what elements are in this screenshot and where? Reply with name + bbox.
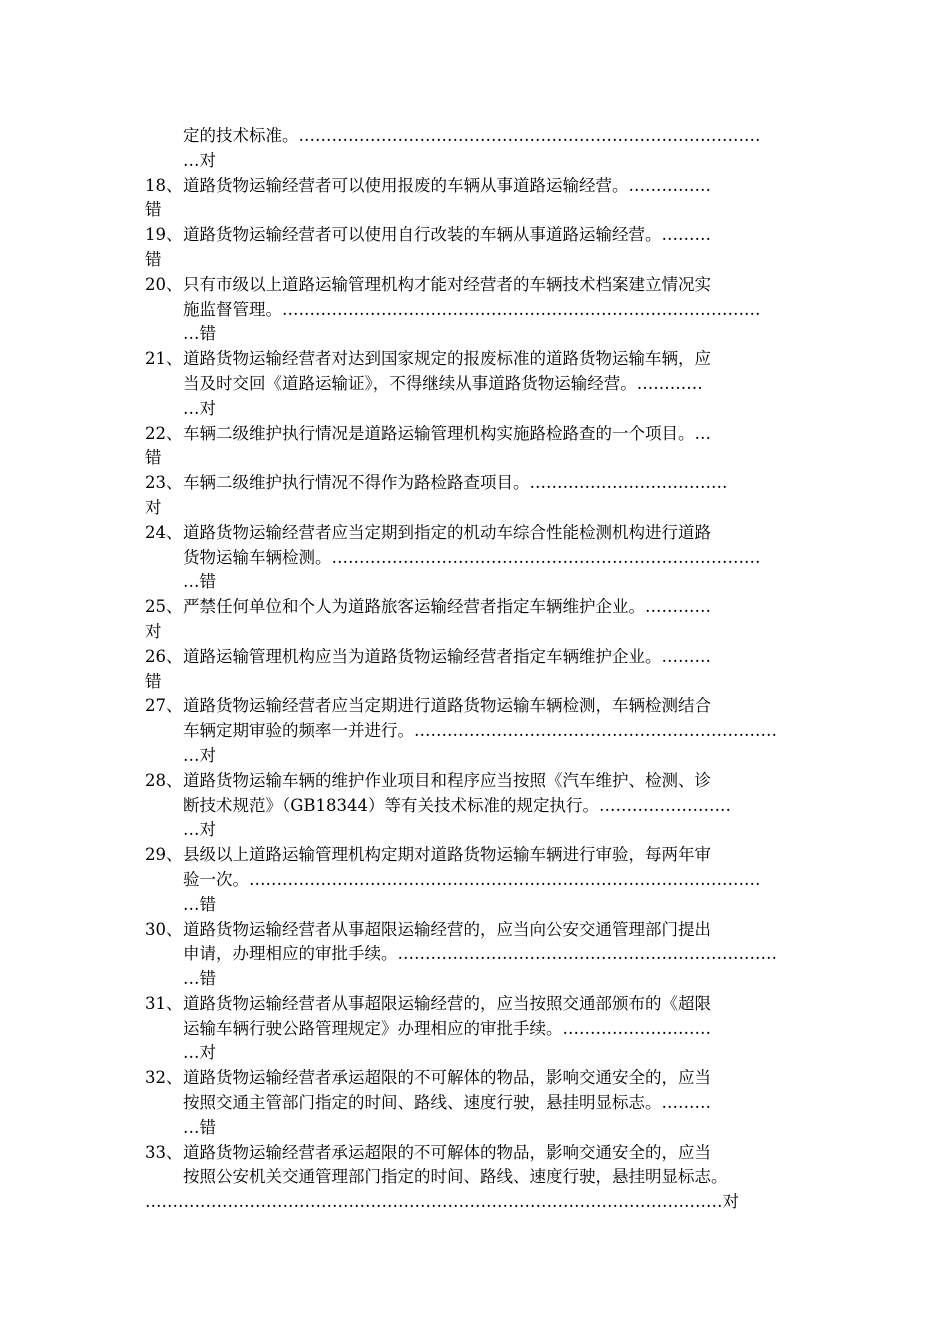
text-line: [0, 347, 950, 372]
question-text: 错: [145, 448, 162, 468]
text-line: [0, 298, 950, 323]
text-line: [0, 570, 950, 595]
text-line: [0, 1066, 950, 1091]
question-text: 道路货物运输经营者应当定期到指定的机动车综合性能检测机构进行道路: [183, 522, 711, 542]
question-text: 定的技术标准。…………………………………………………………………………: [183, 126, 761, 145]
text-line: [0, 1041, 950, 1066]
question-text: …错: [183, 324, 216, 344]
text-line: [0, 273, 950, 298]
question-text: 对: [145, 497, 162, 517]
question-text: 道路货物运输经营者承运超限的不可解体的物品，影响交通安全的，应当: [183, 1142, 711, 1162]
text-line: [0, 248, 950, 273]
text-line: [0, 422, 950, 447]
question-text: …对: [183, 745, 216, 765]
text-line: [0, 694, 950, 719]
text-line: [0, 1190, 950, 1215]
question-text: 严禁任何单位和个人为道路旅客运输经营者指定车辆维护企业。…………: [183, 597, 711, 617]
text-line: [0, 496, 950, 521]
question-number: 32、: [145, 1068, 183, 1088]
question-text: …对: [183, 398, 216, 418]
text-line: [0, 124, 950, 149]
text-line: [0, 868, 950, 893]
text-line: [0, 372, 950, 397]
text-line: [0, 546, 950, 571]
text-line: [0, 620, 950, 645]
text-line: [0, 198, 950, 223]
text-line: [0, 942, 950, 967]
question-number: 25、: [145, 597, 183, 617]
question-number: 20、: [145, 274, 183, 294]
question-text: …对: [183, 1043, 216, 1063]
question-number: 23、: [145, 473, 183, 493]
text-line: [0, 818, 950, 843]
question-text: 断技术规范》（GB18344）等有关技术标准的规定执行。……………………: [183, 795, 732, 815]
question-text: 错: [145, 249, 162, 269]
question-number: 22、: [145, 423, 183, 443]
text-line: [0, 397, 950, 422]
text-line: [0, 223, 950, 248]
question-text: 车辆二级维护执行情况不得作为路检路查项目。………………………………: [183, 473, 728, 493]
document-page: [0, 124, 950, 1215]
text-line: [0, 322, 950, 347]
question-text: 道路货物运输经营者承运超限的不可解体的物品，影响交通安全的，应当: [183, 1068, 711, 1088]
question-text: 货物运输车辆检测。……………………………………………………………………: [183, 547, 761, 567]
text-line: [0, 595, 950, 620]
text-line: [0, 1017, 950, 1042]
text-line: [0, 893, 950, 918]
question-number: 31、: [145, 993, 183, 1013]
text-line: [0, 967, 950, 992]
text-line: [0, 1116, 950, 1141]
question-text: 运输车辆行驶公路管理规定》办理相应的审批手续。………………………: [183, 1018, 711, 1038]
question-text: 按照公安机关交通管理部门指定的时间、路线、速度行驶，悬挂明显标志。: [183, 1167, 728, 1187]
question-text: 申请，办理相应的审批手续。……………………………………………………………: [183, 944, 777, 964]
text-line: [0, 1141, 950, 1166]
question-number: 19、: [145, 225, 183, 245]
question-text: 车辆二级维护执行情况是道路运输管理机构实施路检路查的一个项目。…: [183, 423, 711, 443]
text-line: [0, 446, 950, 471]
question-number: 29、: [145, 845, 183, 865]
text-line: [0, 744, 950, 769]
question-number: 28、: [145, 770, 183, 790]
question-text: …错: [183, 969, 216, 989]
question-text: 验一次。…………………………………………………………………………………: [183, 869, 761, 889]
question-number: 24、: [145, 522, 183, 542]
question-number: 26、: [145, 646, 183, 666]
question-number: 30、: [145, 919, 183, 939]
question-text: 施监督管理。……………………………………………………………………………: [183, 299, 761, 319]
text-line: [0, 843, 950, 868]
question-text: 错: [145, 671, 162, 691]
text-line: [0, 670, 950, 695]
question-text: 对: [145, 621, 162, 641]
question-text: 道路货物运输经营者从事超限运输经营的，应当按照交通部颁布的《超限: [183, 993, 711, 1013]
question-text: …错: [183, 572, 216, 592]
text-line: [0, 521, 950, 546]
text-line: [0, 719, 950, 744]
text-line: [0, 918, 950, 943]
question-text: 道路运输管理机构应当为道路货物运输经营者指定车辆维护企业。………: [183, 646, 711, 666]
question-text: 道路货物运输经营者可以使用报废的车辆从事道路运输经营。……………: [183, 175, 711, 195]
question-number: 21、: [145, 349, 183, 369]
question-text: 车辆定期审验的频率一并进行。…………………………………………………………: [183, 721, 777, 741]
question-number: 18、: [145, 175, 183, 195]
text-line: [0, 1091, 950, 1116]
question-text: …错: [183, 894, 216, 914]
question-text: 道路货物运输经营者应当定期进行道路货物运输车辆检测，车辆检测结合: [183, 696, 711, 716]
text-line: [0, 769, 950, 794]
question-text: …错: [183, 1117, 216, 1137]
question-number: 33、: [145, 1142, 183, 1162]
text-line: [0, 992, 950, 1017]
text-line: [0, 645, 950, 670]
question-text: 当及时交回《道路运输证》，不得继续从事道路货物运输经营。…………: [183, 373, 703, 393]
question-text: 道路货物运输经营者从事超限运输经营的，应当向公安交通管理部门提出: [183, 919, 711, 939]
question-text: …对: [183, 150, 216, 170]
question-text: 道路货物运输车辆的维护作业项目和程序应当按照《汽车维护、检测、诊: [183, 770, 711, 790]
question-text: 道路货物运输经营者对达到国家规定的报废标准的道路货物运输车辆，应: [183, 349, 711, 369]
question-text: 县级以上道路运输管理机构定期对道路货物运输车辆进行审验，每两年审: [183, 845, 711, 865]
question-text: ……………………………………………………………………………………………对: [145, 1192, 739, 1212]
text-line: [0, 149, 950, 174]
question-text: 错: [145, 200, 162, 220]
question-text: 道路货物运输经营者可以使用自行改装的车辆从事道路运输经营。………: [183, 225, 711, 245]
text-line: [0, 794, 950, 819]
question-text: 按照交通主管部门指定的时间、路线、速度行驶，悬挂明显标志。………: [183, 1093, 711, 1113]
question-text: 只有市级以上道路运输管理机构才能对经营者的车辆技术档案建立情况实: [183, 274, 711, 294]
question-text: …对: [183, 820, 216, 840]
text-line: [0, 471, 950, 496]
text-line: [0, 174, 950, 199]
text-line: [0, 1165, 950, 1190]
question-number: 27、: [145, 696, 183, 716]
